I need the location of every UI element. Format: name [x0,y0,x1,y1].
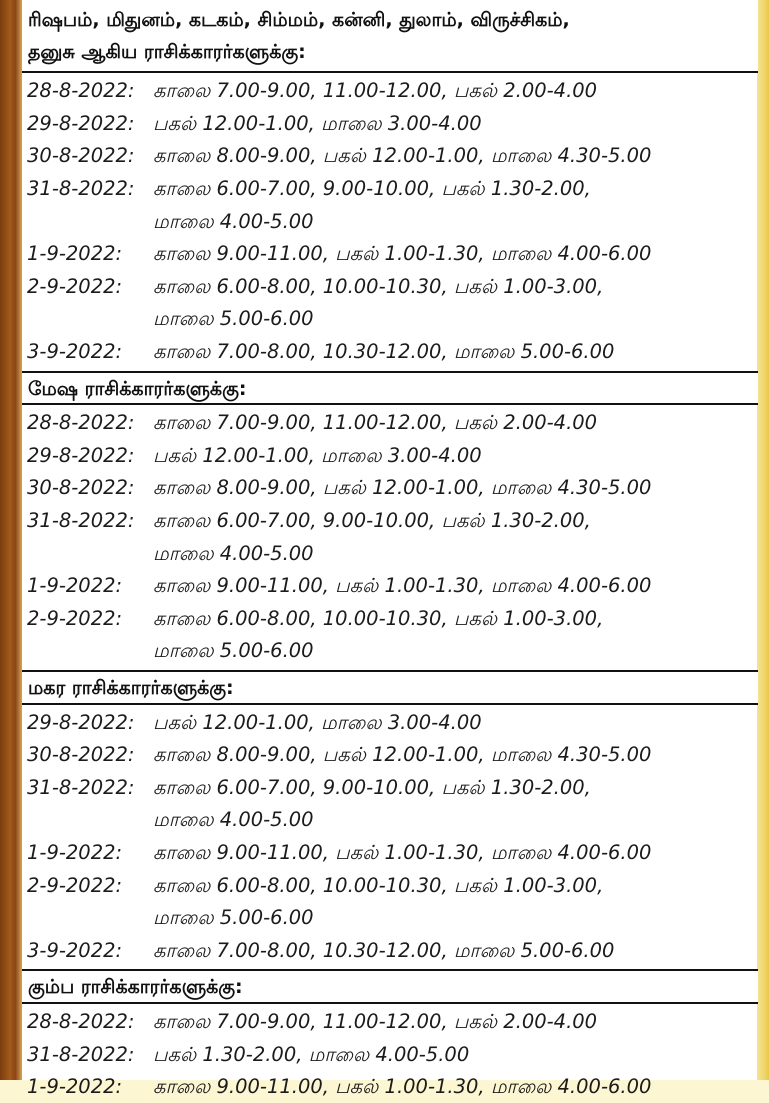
row-date: 30-8-2022: [27,743,135,767]
schedule-row-continuation [153,538,314,570]
schedule-row [27,603,604,635]
row-date: 28-8-2022: [27,1010,135,1033]
row-date: 31-8-2022: [27,509,135,532]
row-date: 2-9-2022: [27,606,123,630]
section-heading-line: தனுசு ஆகிய ராசிக்காரர்களுக்கு: [28,41,306,63]
row-times: காலை 8.00-9.00, பகல் 12.00-1.00, மாலை 4.30-5.00 [153,476,652,500]
row-times: மாலை 4.00-5.00 [153,808,314,832]
row-date: 30-8-2022: [27,144,135,168]
schedule-row [27,238,652,270]
schedule-row [27,173,591,205]
row-date: 1-9-2022: [27,242,123,266]
row-times: காலை 9.00-11.00, பகல் 1.00-1.30, மாலை 4.00-6.00 [153,1075,652,1099]
row-date: 3-9-2022: [27,938,123,962]
row-date: 2-9-2022: [27,873,123,897]
row-times: காலை 7.00-9.00, 11.00-12.00, பகல் 2.00-4.00 [153,1010,598,1033]
schedule-row [27,108,482,140]
row-times: காலை 8.00-9.00, பகல் 12.00-1.00, மாலை 4.30-5.00 [153,144,652,168]
schedule-row [27,1071,652,1103]
schedule-row [27,407,598,439]
row-times: பகல் 12.00-1.00, மாலை 3.00-4.00 [153,710,482,734]
section-heading [22,0,758,73]
schedule-row-continuation [153,902,314,934]
section-heading-line: மகர ராசிக்காரர்களுக்கு: [28,677,234,699]
row-date: 29-8-2022: [27,443,135,467]
schedule-row [27,837,652,869]
schedule-row [27,505,591,537]
row-times: பகல் 1.30-2.00, மாலை 4.00-5.00 [153,1042,470,1066]
row-times: காலை 6.00-8.00, 10.00-10.30, பகல் 1.00-3.00, [153,873,604,897]
schedule-row [27,1039,470,1071]
row-times: மாலை 4.00-5.00 [153,209,314,233]
schedule-row [27,935,615,967]
schedule-row [27,440,482,472]
schedule-row [27,271,604,303]
row-date: 28-8-2022: [27,79,135,103]
schedule-row [27,75,598,107]
row-date: 28-8-2022: [27,411,135,435]
row-date: 2-9-2022: [27,274,123,298]
schedule-row [27,472,652,504]
right-decorative-border [757,0,769,1080]
row-times: மாலை 5.00-6.00 [153,639,314,663]
row-times: காலை 7.00-8.00, 10.30-12.00, மாலை 5.00-6.00 [153,938,615,962]
left-decorative-border [0,0,22,1080]
section-heading-line: கும்ப ராசிக்காரர்களுக்கு: [28,976,243,999]
row-times: மாலை 4.00-5.00 [153,541,314,565]
schedule-row [27,739,652,771]
row-times: பகல் 12.00-1.00, மாலை 3.00-4.00 [153,443,482,467]
schedule-row [27,570,652,602]
section-heading [22,670,758,705]
row-times: காலை 8.00-9.00, பகல் 12.00-1.00, மாலை 4.30-5.00 [153,743,652,767]
row-times: பகல் 12.00-1.00, மாலை 3.00-4.00 [153,111,482,135]
row-times: மாலை 5.00-6.00 [153,906,314,930]
schedule-row [27,870,604,902]
row-times: காலை 7.00-9.00, 11.00-12.00, பகல் 2.00-4.00 [153,411,598,435]
row-times: காலை 6.00-8.00, 10.00-10.30, பகல் 1.00-3.00, [153,606,604,630]
row-date: 3-9-2022: [27,340,123,363]
section-heading-line: மேஷ ராசிக்காரர்களுக்கு: [28,377,247,400]
row-date: 1-9-2022: [27,1075,123,1099]
schedule-row [27,1006,598,1038]
row-times: காலை 6.00-7.00, 9.00-10.00, பகல் 1.30-2.00, [153,509,591,532]
row-date: 31-8-2022: [27,775,135,799]
row-date: 30-8-2022: [27,476,135,500]
schedule-row [27,707,482,739]
schedule-row [27,140,652,172]
row-times: காலை 9.00-11.00, பகல் 1.00-1.30, மாலை 4.00-6.00 [153,841,652,864]
row-times: மாலை 5.00-6.00 [153,307,314,331]
row-date: 31-8-2022: [27,177,135,200]
row-times: காலை 6.00-7.00, 9.00-10.00, பகல் 1.30-2.00, [153,177,591,200]
row-date: 29-8-2022: [27,111,135,135]
schedule-row-continuation [153,635,314,667]
schedule-row [27,772,591,804]
row-date: 1-9-2022: [27,841,123,864]
schedule-row [27,336,615,368]
section-heading [22,969,758,1004]
section-heading [22,371,758,406]
row-date: 29-8-2022: [27,710,135,734]
row-times: காலை 6.00-8.00, 10.00-10.30, பகல் 1.00-3.00, [153,274,604,298]
section-heading-line: ரிஷபம், மிதுனம், கடகம், சிம்மம், கன்னி, துலாம், விருச்சிகம், [28,9,570,31]
row-times: காலை 7.00-9.00, 11.00-12.00, பகல் 2.00-4.00 [153,79,598,103]
row-date: 31-8-2022: [27,1042,135,1066]
row-date: 1-9-2022: [27,574,123,598]
row-times: காலை 7.00-8.00, 10.30-12.00, மாலை 5.00-6.00 [153,340,615,363]
row-times: காலை 9.00-11.00, பகல் 1.00-1.30, மாலை 4.00-6.00 [153,242,652,266]
row-times: காலை 9.00-11.00, பகல் 1.00-1.30, மாலை 4.00-6.00 [153,574,652,598]
schedule-row-continuation [153,206,314,238]
schedule-row-continuation [153,303,314,335]
schedule-row-continuation [153,804,314,836]
row-times: காலை 6.00-7.00, 9.00-10.00, பகல் 1.30-2.00, [153,775,591,799]
